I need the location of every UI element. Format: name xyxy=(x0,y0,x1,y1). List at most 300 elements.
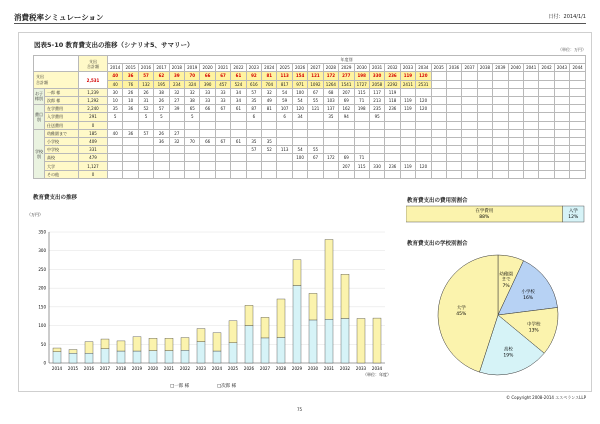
table-cell xyxy=(169,170,184,178)
bar-jiro xyxy=(245,305,253,325)
table-cell xyxy=(169,154,184,162)
row-total: 409 xyxy=(79,137,108,145)
table-cell xyxy=(292,170,307,178)
bar-ichiro xyxy=(245,326,253,363)
table-cell: 10 xyxy=(123,96,138,104)
summary-total: 2,531 xyxy=(79,72,108,88)
table-cell: 57 xyxy=(154,105,169,113)
table-cell xyxy=(154,146,169,154)
table-cell xyxy=(539,137,554,145)
row-label: 幼稚園まで xyxy=(45,129,79,137)
table-cell xyxy=(523,105,538,113)
table-cell xyxy=(231,170,246,178)
year-header: 2025 xyxy=(277,64,292,72)
pie-slice-pct: 45% xyxy=(456,312,467,318)
table-cell: 59 xyxy=(277,96,292,104)
summary-cell xyxy=(462,72,477,80)
cumulative-cell: 2292 xyxy=(385,80,400,88)
cumulative-cell xyxy=(493,80,508,88)
table-cell: 52 xyxy=(262,146,277,154)
bar-jiro xyxy=(261,317,269,338)
table-cell xyxy=(477,121,492,129)
table-cell xyxy=(123,137,138,145)
table-cell: 57 xyxy=(246,88,261,96)
x-tick-label: 2025 xyxy=(227,366,239,371)
table-cell xyxy=(570,88,586,96)
table-cell xyxy=(477,154,492,162)
table-cell: 81 xyxy=(262,105,277,113)
row-label: 高校 xyxy=(45,154,79,162)
summary-cell xyxy=(554,72,569,80)
table-cell xyxy=(431,96,446,104)
app-title: 消費税率シミュレーション xyxy=(14,13,104,22)
table-cell xyxy=(508,170,523,178)
table-cell xyxy=(169,113,184,121)
x-axis-label: （単位：年度） xyxy=(363,372,391,377)
pie-chart-title: 教育費支出の学校別割合 xyxy=(407,241,468,247)
table-cell xyxy=(431,162,446,170)
cumulative-cell xyxy=(554,80,569,88)
table-cell xyxy=(369,170,384,178)
bar-jiro xyxy=(53,348,61,352)
summary-cell: 92 xyxy=(246,72,261,80)
summary-cell: 81 xyxy=(262,72,277,80)
row-total: 479 xyxy=(79,154,108,162)
table-cell xyxy=(339,146,354,154)
table-cell xyxy=(446,105,461,113)
table-cell xyxy=(539,146,554,154)
year-header: 2032 xyxy=(385,64,400,72)
table-cell xyxy=(523,96,538,104)
table-cell: 5 xyxy=(108,113,123,121)
year-header: 2015 xyxy=(123,64,138,72)
cumulative-cell: 390 xyxy=(200,80,215,88)
table-cell xyxy=(523,129,538,137)
table-cell xyxy=(508,154,523,162)
table-cell: 172 xyxy=(323,154,338,162)
table-cell xyxy=(431,137,446,145)
cumulative-cell xyxy=(431,80,446,88)
table-cell xyxy=(323,121,338,129)
table-cell xyxy=(431,88,446,96)
table-cell: 57 xyxy=(138,129,153,137)
table-cell xyxy=(539,105,554,113)
year-header: 2020 xyxy=(200,64,215,72)
summary-cell xyxy=(446,72,461,80)
table-cell: 55 xyxy=(308,96,323,104)
table-cell xyxy=(554,146,569,154)
summary-cell: 70 xyxy=(185,72,200,80)
table-cell: 26 xyxy=(123,88,138,96)
pie-slice-label: 中学校 xyxy=(526,322,541,328)
table-cell xyxy=(477,137,492,145)
table-cell xyxy=(431,146,446,154)
table-cell: 66 xyxy=(200,137,215,145)
date-label: 日付：2014/1/1 xyxy=(548,14,586,20)
table-cell xyxy=(123,154,138,162)
cumulative-cell xyxy=(523,80,538,88)
cumulative-cell xyxy=(446,80,461,88)
table-cell xyxy=(231,129,246,137)
table-cell: 5 xyxy=(138,113,153,121)
cost-chart xyxy=(406,205,586,227)
row-total: 1,292 xyxy=(79,96,108,104)
cumulative-cell: 1541 xyxy=(339,80,354,88)
summary-cell: 57 xyxy=(138,72,153,80)
row-label: 小学校 xyxy=(45,137,79,145)
table-cell xyxy=(462,146,477,154)
table-cell xyxy=(493,129,508,137)
table-cell xyxy=(416,170,431,178)
cost-segment-label: 在学費用 xyxy=(475,209,494,214)
bar-ichiro xyxy=(197,342,205,363)
table-cell xyxy=(431,170,446,178)
data-table xyxy=(33,55,586,179)
bar-ichiro xyxy=(101,349,109,363)
table-cell: 35 xyxy=(262,137,277,145)
cumulative-cell: 704 xyxy=(262,80,277,88)
table-cell xyxy=(400,154,415,162)
table-cell: 66 xyxy=(200,105,215,113)
table-corner xyxy=(34,56,79,72)
summary-cell xyxy=(493,72,508,80)
table-cell xyxy=(570,113,586,121)
table-cell xyxy=(138,162,153,170)
year-header: 2037 xyxy=(462,64,477,72)
table-cell: 69 xyxy=(339,96,354,104)
year-header: 2034 xyxy=(416,64,431,72)
x-tick-label: 2023 xyxy=(195,366,207,371)
table-cell: 30 xyxy=(108,88,123,96)
table-cell: 117 xyxy=(369,88,384,96)
bar-ichiro xyxy=(69,353,77,363)
table-cell xyxy=(262,121,277,129)
row-total: 1,127 xyxy=(79,162,108,170)
y-axis-label: （万円） xyxy=(27,212,43,217)
bar-ichiro xyxy=(341,318,349,363)
table-cell xyxy=(508,88,523,96)
table-row xyxy=(34,96,586,104)
table-cell xyxy=(339,121,354,129)
bar-ichiro xyxy=(149,351,157,363)
year-header: 2016 xyxy=(138,64,153,72)
table-cell: 32 xyxy=(185,88,200,96)
table-cell xyxy=(123,146,138,154)
year-header: 2039 xyxy=(493,64,508,72)
year-header: 2014 xyxy=(108,64,123,72)
summary-cell: 277 xyxy=(339,72,354,80)
table-cell: 10 xyxy=(108,96,123,104)
summary-cell: 66 xyxy=(200,72,215,80)
table-cell xyxy=(138,137,153,145)
table-cell: 33 xyxy=(200,88,215,96)
table-cell xyxy=(385,154,400,162)
x-tick-label: 2017 xyxy=(99,366,111,371)
table-row xyxy=(34,121,586,129)
table-cell xyxy=(523,113,538,121)
table-cell xyxy=(308,129,323,137)
table-cell: 236 xyxy=(385,105,400,113)
table-cell xyxy=(446,88,461,96)
table-cell xyxy=(200,129,215,137)
summary-cell: 36 xyxy=(123,72,138,80)
table-cell xyxy=(400,170,415,178)
table-cell xyxy=(385,113,400,121)
table-cell xyxy=(446,113,461,121)
table-cell xyxy=(277,170,292,178)
cumulative-cell: 1092 xyxy=(308,80,323,88)
summary-cell xyxy=(508,72,523,80)
table-cell: 236 xyxy=(385,162,400,170)
table-cell xyxy=(231,146,246,154)
table-cell xyxy=(200,170,215,178)
table-cell xyxy=(416,121,431,129)
table-cell xyxy=(554,170,569,178)
table-cell: 35 xyxy=(246,96,261,104)
cumulative-cell: 234 xyxy=(169,80,184,88)
table-cell: 34 xyxy=(231,96,246,104)
pie-slice-pct: 16% xyxy=(523,296,534,302)
table-cell: 35 xyxy=(246,137,261,145)
year-header: 2027 xyxy=(308,64,323,72)
table-cell: 36 xyxy=(154,137,169,145)
bar-ichiro xyxy=(309,320,317,363)
table-cell xyxy=(570,162,586,170)
pie-chart xyxy=(406,250,586,380)
table-cell xyxy=(446,170,461,178)
table-cell xyxy=(323,146,338,154)
cumulative-cell: 616 xyxy=(246,80,261,88)
bar-jiro xyxy=(213,333,221,351)
table-cell xyxy=(477,162,492,170)
cumulative-cell: 2411 xyxy=(400,80,415,88)
table-cell: 119 xyxy=(400,105,415,113)
cumulative-cell: 1727 xyxy=(354,80,369,88)
cumulative-cell: 457 xyxy=(215,80,230,88)
table-cell: 115 xyxy=(354,88,369,96)
table-cell xyxy=(354,146,369,154)
table-cell: 119 xyxy=(400,96,415,104)
table-cell: 67 xyxy=(215,105,230,113)
summary-cell: 39 xyxy=(169,72,184,80)
table-cell xyxy=(200,121,215,129)
x-tick-label: 2026 xyxy=(243,366,255,371)
year-header: 2042 xyxy=(539,64,554,72)
table-cell: 39 xyxy=(169,105,184,113)
page-number: 75 xyxy=(297,407,303,412)
table-cell xyxy=(154,162,169,170)
table-cell xyxy=(416,88,431,96)
table-cell xyxy=(292,121,307,129)
table-cell xyxy=(539,129,554,137)
table-cell xyxy=(108,170,123,178)
summary-cell xyxy=(477,72,492,80)
summary-cell: 67 xyxy=(215,72,230,80)
table-cell xyxy=(154,121,169,129)
table-cell xyxy=(339,137,354,145)
table-cell xyxy=(200,154,215,162)
table-cell xyxy=(446,96,461,104)
table-cell xyxy=(477,170,492,178)
x-tick-label: 2033 xyxy=(355,366,367,371)
table-cell xyxy=(369,129,384,137)
table-cell xyxy=(323,137,338,145)
table-cell xyxy=(123,113,138,121)
table-cell xyxy=(277,162,292,170)
table-cell: 87 xyxy=(246,105,261,113)
table-cell: 120 xyxy=(292,105,307,113)
cumulative-cell: 817 xyxy=(277,80,292,88)
row-label: 一郎 様 xyxy=(45,88,79,96)
y-tick-label: 300 xyxy=(38,248,46,254)
table-cell: 35 xyxy=(108,105,123,113)
y-tick-label: 350 xyxy=(38,229,46,235)
table-cell xyxy=(154,154,169,162)
table-cell xyxy=(554,113,569,121)
bar-chart xyxy=(25,200,395,400)
table-cell xyxy=(292,137,307,145)
year-header: 2024 xyxy=(262,64,277,72)
bar-jiro xyxy=(85,342,93,354)
table-cell xyxy=(446,121,461,129)
table-cell xyxy=(215,129,230,137)
summary-cell: 330 xyxy=(369,72,384,80)
table-cell xyxy=(416,154,431,162)
table-cell: 207 xyxy=(339,88,354,96)
table-row xyxy=(34,146,586,154)
table-cell: 54 xyxy=(277,88,292,96)
table-cell xyxy=(431,154,446,162)
table-cell: 54 xyxy=(292,146,307,154)
table-cell xyxy=(385,129,400,137)
table-cell xyxy=(323,162,338,170)
cumulative-cell xyxy=(462,80,477,88)
row-total: 0 xyxy=(79,170,108,178)
table-cell xyxy=(462,96,477,104)
table-cell xyxy=(215,113,230,121)
summary-cell: 154 xyxy=(292,72,307,80)
row-label: その他 xyxy=(45,170,79,178)
table-cell xyxy=(508,105,523,113)
x-tick-label: 2019 xyxy=(131,366,143,371)
bar-ichiro xyxy=(229,343,237,363)
bar-ichiro xyxy=(213,351,221,363)
x-tick-label: 2015 xyxy=(67,366,79,371)
table-cell xyxy=(200,113,215,121)
table-cell: 27 xyxy=(169,96,184,104)
table-cell: 5 xyxy=(185,113,200,121)
table-cell xyxy=(231,154,246,162)
cumulative-cell: 1264 xyxy=(323,80,338,88)
table-cell xyxy=(385,121,400,129)
table-cell xyxy=(138,170,153,178)
table-cell: 49 xyxy=(262,96,277,104)
table-cell xyxy=(185,154,200,162)
bar-jiro xyxy=(69,350,77,354)
summary-cell: 236 xyxy=(385,72,400,80)
table-cell xyxy=(185,121,200,129)
x-tick-label: 2016 xyxy=(83,366,95,371)
table-cell: 103 xyxy=(323,96,338,104)
table-cell xyxy=(446,129,461,137)
table-cell xyxy=(354,113,369,121)
table-cell xyxy=(169,121,184,129)
cumulative-cell xyxy=(477,80,492,88)
table-cell xyxy=(523,170,538,178)
table-cell xyxy=(431,129,446,137)
table-cell xyxy=(477,129,492,137)
table-cell xyxy=(462,121,477,129)
row-label: 仕送費用 xyxy=(45,121,79,129)
table-cell xyxy=(539,96,554,104)
table-row xyxy=(34,88,586,96)
table-cell: 38 xyxy=(154,88,169,96)
legend-jiro: □次郎 様 xyxy=(217,384,237,389)
table-cell: 26 xyxy=(154,129,169,137)
table-cell: 121 xyxy=(308,105,323,113)
table-cell xyxy=(477,113,492,121)
table-cell xyxy=(477,96,492,104)
table-cell xyxy=(462,129,477,137)
x-tick-label: 2021 xyxy=(163,366,175,371)
table-cell xyxy=(539,113,554,121)
table-cell: 26 xyxy=(138,88,153,96)
table-cell: 100 xyxy=(292,88,307,96)
year-header: 2044 xyxy=(570,64,586,72)
y-tick-label: 50 xyxy=(40,341,46,347)
table-cell xyxy=(508,146,523,154)
table-cell: 65 xyxy=(185,105,200,113)
group-label: お子 様別 xyxy=(34,88,45,104)
cumulative-cell: 2058 xyxy=(369,80,384,88)
bar-jiro xyxy=(181,338,189,351)
pie-slice-label: 小学校 xyxy=(521,290,535,296)
table-cell xyxy=(246,154,261,162)
table-cell xyxy=(123,162,138,170)
bar-ichiro xyxy=(325,319,333,363)
year-header: 2035 xyxy=(431,64,446,72)
year-header: 2031 xyxy=(369,64,384,72)
table-cell xyxy=(400,88,415,96)
table-cell: 94 xyxy=(339,113,354,121)
table-cell: 118 xyxy=(385,96,400,104)
table-cell xyxy=(554,137,569,145)
x-tick-label: 2029 xyxy=(291,366,303,371)
table-cell xyxy=(570,121,586,129)
table-cell: 57 xyxy=(246,146,261,154)
table-cell: 52 xyxy=(138,105,153,113)
table-cell xyxy=(185,170,200,178)
table-header-row xyxy=(34,56,586,64)
table-cell xyxy=(262,154,277,162)
table-cell: 69 xyxy=(339,154,354,162)
figure-title: 図表5-10 教育費支出の推移（シナリオ5、サマリー） xyxy=(34,41,194,49)
table-cell xyxy=(554,121,569,129)
group-label: 費目 別 xyxy=(34,105,45,130)
row-total: 331 xyxy=(79,146,108,154)
table-cell xyxy=(554,162,569,170)
year-header: 2021 xyxy=(215,64,230,72)
bar-ichiro xyxy=(277,338,285,363)
table-cell: 213 xyxy=(369,96,384,104)
row-total: 1,239 xyxy=(79,88,108,96)
table-cell xyxy=(231,113,246,121)
year-header: 2019 xyxy=(185,64,200,72)
table-cell: 38 xyxy=(185,96,200,104)
table-cell: 27 xyxy=(169,129,184,137)
table-cell: 36 xyxy=(123,105,138,113)
bar-jiro xyxy=(149,338,157,350)
